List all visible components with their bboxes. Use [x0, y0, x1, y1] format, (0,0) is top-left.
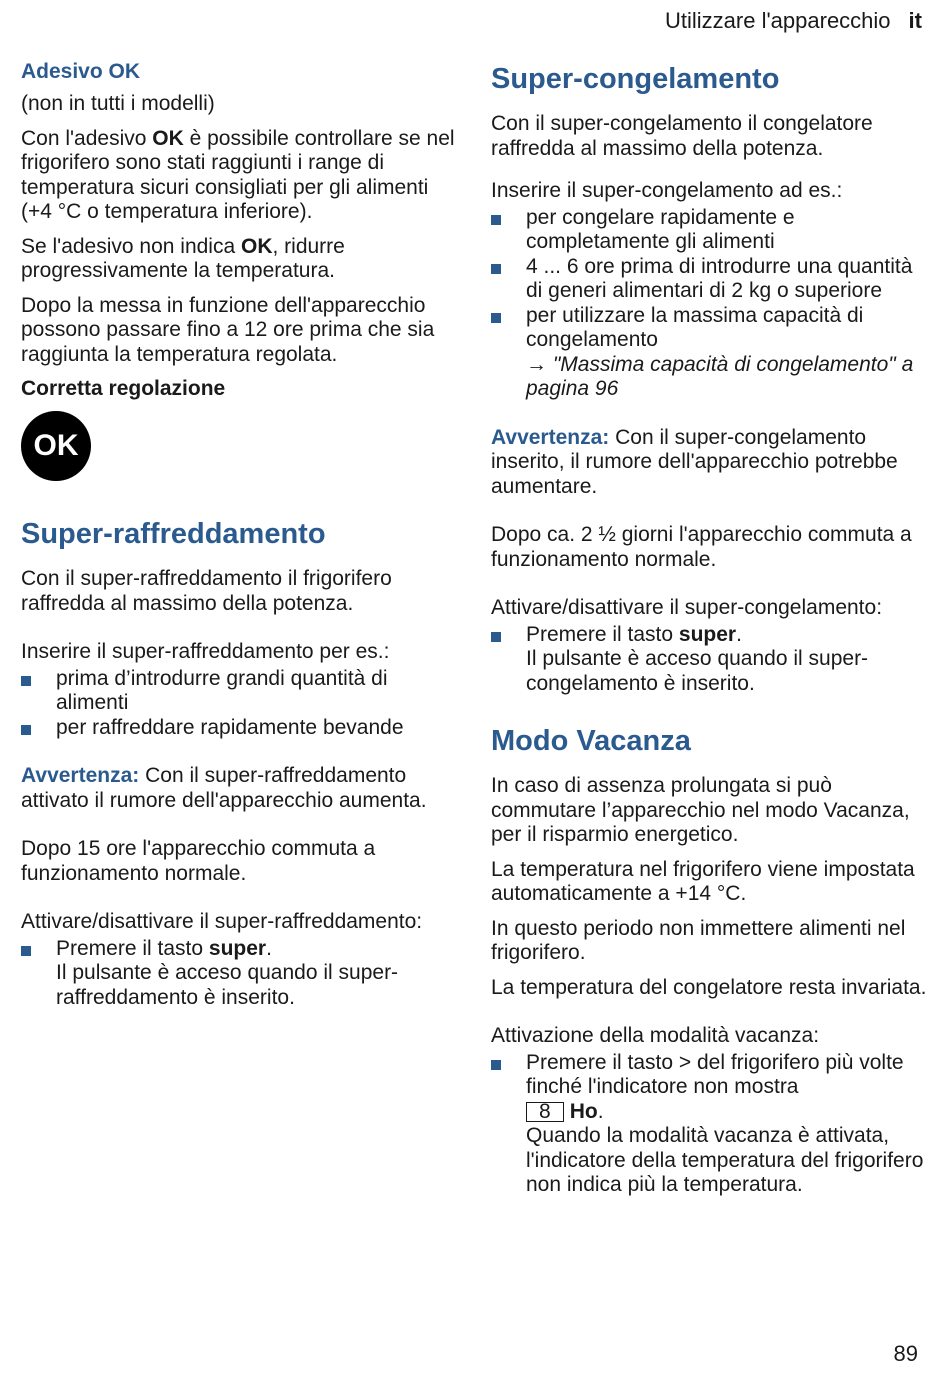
list-item: 4 ... 6 ore prima di introdurre una quantità di generi alimentari di 2 kg o superiore: [491, 255, 931, 304]
sr-paragraph-2: Dopo 15 ore l'apparecchio commuta a funzionamento normale.: [21, 837, 376, 885]
cross-reference-link[interactable]: "Massima capacità di congelamento" a pagina 96: [526, 352, 914, 400]
list-item: per congelare rapidamente e completamente gli alimenti: [491, 206, 931, 255]
mv-intro: Attivazione della modalità vacanza:: [491, 1024, 820, 1047]
sc-intro: Inserire il super-congelamento ad es.:: [491, 179, 843, 202]
sr-note: Avvertenza: Con il super-raffreddamento attivato il rumore dell'apparecchio aumenta.: [21, 764, 427, 812]
sc-list: [491, 206, 931, 402]
mv-paragraph-2: La temperatura nel frigorifero viene impostata automaticamente a +14 °C.: [491, 857, 915, 905]
modo-vacanza-heading: Modo Vacanza: [491, 725, 691, 757]
sr-steps: [21, 937, 461, 1011]
sr-list: [21, 667, 461, 741]
page-header: [665, 8, 922, 34]
mv-paragraph-4: La temperatura del congelatore resta invariata.: [491, 975, 927, 999]
super-raffreddamento-heading: Super-raffreddamento: [21, 518, 326, 550]
corretta-regolazione-heading: Corretta regolazione: [21, 377, 226, 400]
list-item: per raffreddare rapidamente bevande: [21, 716, 461, 741]
sc-paragraph-2: Dopo ca. 2 ½ giorni l'apparecchio commuta a funzionamento normale.: [491, 523, 912, 571]
sr-intro: Inserire il super-raffreddamento per es.:: [21, 640, 390, 663]
list-item: prima d’introdurre grandi quantità di alimenti: [21, 667, 461, 716]
sc-note: Avvertenza: Con il super-congelamento inserito, il rumore dell'apparecchio potrebbe aumentare.: [491, 425, 898, 498]
adesivo-paragraph-2: Se l'adesivo non indica OK, ridurre progressivamente la temperatura.: [21, 234, 345, 282]
display-indicator: 8: [526, 1102, 564, 1122]
adesivo-paragraph-3: Dopo la messa in funzione dell'apparecchio possono passare fino a 12 ore prima che sia raggiunta la temperatura regolata.: [21, 293, 435, 366]
mv-paragraph-1: In caso di assenza prolungata si può commutare l’apparecchio nel modo Vacanza, per il risparmio energetico.: [491, 774, 910, 846]
adesivo-ok-heading: Adesivo OK: [21, 60, 141, 83]
sr-toggle-intro: Attivare/disattivare il super-raffreddamento:: [21, 910, 423, 933]
sr-paragraph-1: Con il super-raffreddamento il frigorifero raffredda al massimo della potenza.: [21, 567, 392, 615]
right-column: [491, 60, 931, 1208]
list-item: Premere il tasto super. Il pulsante è acceso quando il super-congelamento è inserito.: [491, 623, 931, 697]
sc-paragraph-1: Con il super-congelamento il congelatore raffredda al massimo della potenza.: [491, 112, 873, 160]
sc-toggle-intro: Attivare/disattivare il super-congelamento:: [491, 596, 883, 619]
list-item: Premere il tasto super. Il pulsante è acceso quando il super-raffreddamento è inserito.: [21, 937, 461, 1011]
mv-steps: [491, 1051, 931, 1198]
adesivo-note: (non in tutti i modelli): [21, 92, 215, 115]
arrow-icon: →: [526, 352, 547, 376]
list-item: Premere il tasto > del frigorifero più volte finché l'indicatore non mostra 8 Ho. Quando la modalità vacanza è attivata, l'indicatore della temperatura del frigorifero non indica più la temperatura.: [491, 1051, 931, 1198]
adesivo-paragraph-1: Con l'adesivo OK è possibile controllare se nel frigorifero sono stati raggiunti i range di temperatura sicuri consigliati per gli alimenti (+4 °C o temperatura inferiore).: [21, 126, 455, 223]
mv-paragraph-3: In questo periodo non immettere alimenti nel frigorifero.: [491, 916, 906, 964]
left-column: [21, 60, 461, 1020]
super-congelamento-heading: Super-congelamento: [491, 63, 780, 95]
sc-steps: [491, 623, 931, 697]
header-section: Utilizzare l'apparecchio: [665, 8, 891, 33]
page-number: 89: [893, 1341, 918, 1366]
ok-sticker-icon: OK: [21, 411, 91, 481]
list-item: per utilizzare la massima capacità di congelamento → "Massima capacità di congelamento" a pagina 96: [491, 304, 931, 402]
header-language: it: [908, 8, 922, 33]
